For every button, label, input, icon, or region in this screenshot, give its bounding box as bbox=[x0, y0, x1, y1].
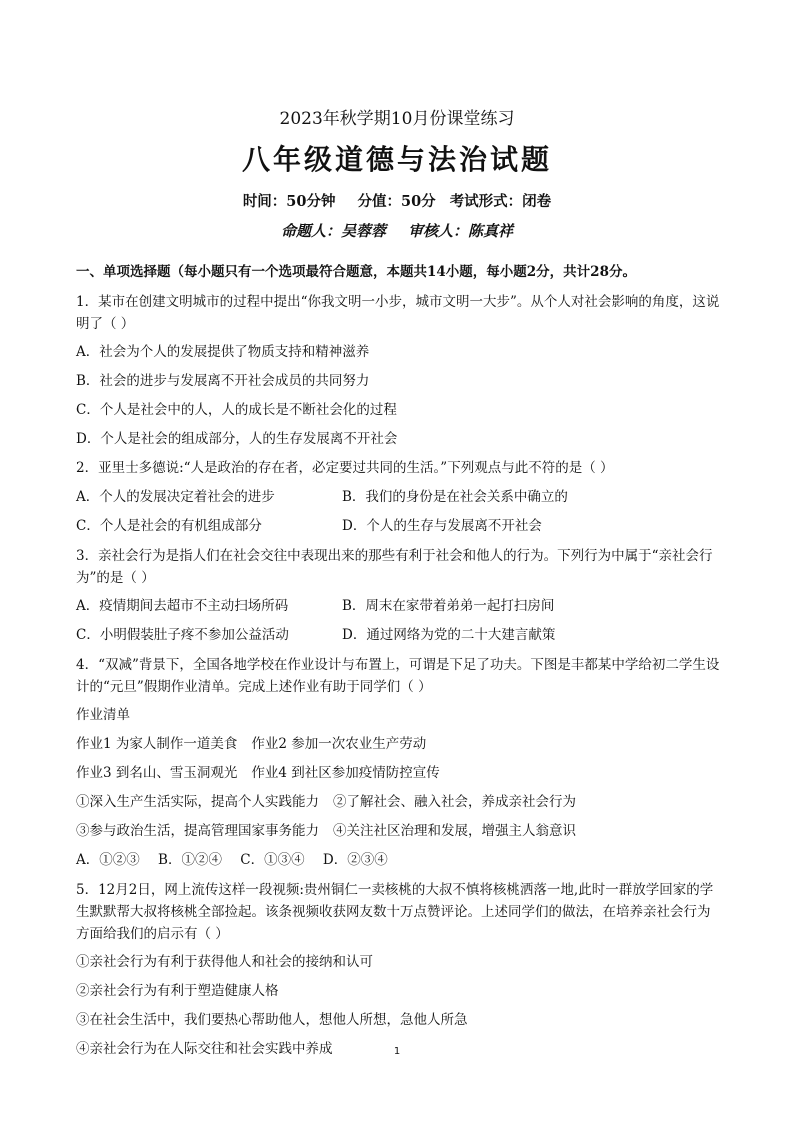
question-4-stem: 4．“双减”背景下，全国各地学校在作业设计与布置上，可谓是下足了功夫。下图是丰都某中学给初二学生设计的“元旦”假期作业清单。完成上述作业有助于同学们（ ） bbox=[76, 657, 720, 695]
question-4-statements-34 bbox=[76, 817, 721, 846]
question-3-options-ab bbox=[76, 592, 721, 621]
question-5-statement-2: ②亲社会行为有利于塑造健康人格 bbox=[76, 983, 279, 999]
question-2-option-a: A．个人的发展决定着社会的进步 bbox=[76, 489, 275, 505]
question-4-option-d: D．②③④ bbox=[322, 852, 388, 868]
section-heading: 一、单项选择题（每小题只有一个选项最符合题意，本题共14小题，每小题2分，共计28分。 bbox=[76, 264, 636, 280]
question-4-option-a: A．①②③ bbox=[76, 852, 140, 868]
question-2-stem: 2．亚里士多德说:“人是政治的存在者，必定要过共同的生活。”下列观点与此不符的是（ ） bbox=[76, 460, 614, 476]
question-1-option-a: A．社会为个人的发展提供了物质支持和精神滋养 bbox=[76, 344, 370, 360]
question-3-option-b: B．周末在家带着弟弟一起打扫房间 bbox=[342, 598, 555, 614]
exam-authors bbox=[0, 220, 794, 241]
question-3-option-d: D．通过网络为党的二十大建言献策 bbox=[342, 627, 556, 643]
question-4-statement-3: ③参与政治生活，提高管理国家事务能力 bbox=[76, 823, 319, 839]
page-number: 1 bbox=[393, 1046, 401, 1057]
question-3-options-cd bbox=[76, 621, 721, 650]
question-4-statement-4: ④关注社区治理和发展，增强主人翁意识 bbox=[333, 823, 576, 839]
question-5-statement-1: ①亲社会行为有利于获得他人和社会的接纳和认可 bbox=[76, 954, 373, 970]
question-3-option-a: A．疫情期间去超市不主动扫场所码 bbox=[76, 598, 289, 614]
exam-setter: 命题人：吴蓉蓉 bbox=[280, 222, 386, 240]
question-4-statement-2: ②了解社会、融入社会，养成亲社会行为 bbox=[333, 794, 576, 810]
question-1-option-d: D．个人是社会的组成部分，人的生存发展离不开社会 bbox=[76, 431, 398, 447]
exam-form: 考试形式：闭卷 bbox=[449, 193, 552, 210]
question-4-option-c: C．①③④ bbox=[240, 852, 305, 868]
question-2-option-c: C．个人是社会的有机组成部分 bbox=[76, 518, 262, 534]
question-1-option-c: C．个人是社会中的人，人的成长是不断社会化的过程 bbox=[76, 402, 397, 418]
question-5-statement-4: ④亲社会行为在人际交往和社会实践中养成 bbox=[76, 1041, 333, 1057]
question-3-option-c: C．小明假装肚子疼不参加公益活动 bbox=[76, 627, 289, 643]
question-2-options-cd bbox=[76, 512, 721, 541]
homework-row-2 bbox=[76, 759, 721, 788]
question-4-option-b: B．①②④ bbox=[158, 852, 222, 868]
homework-1: 作业1 为家人制作一道美食 bbox=[76, 736, 238, 752]
homework-2: 作业2 参加一次农业生产劳动 bbox=[251, 736, 427, 752]
question-3-stem: 3．亲社会行为是指人们在社会交往中表现出来的那些有利于社会和他人的行为。下列行为中属于“亲社会行为”的是（ ） bbox=[76, 548, 713, 586]
question-4-options bbox=[76, 846, 721, 875]
exam-reviewer: 审核人：陈真祥 bbox=[408, 222, 514, 240]
question-2-options-ab bbox=[76, 483, 721, 512]
question-1-option-b: B．社会的进步与发展离不开社会成员的共同努力 bbox=[76, 373, 370, 389]
exam-title: 八年级道德与法治试题 bbox=[241, 143, 552, 176]
exam-time: 时间：50分钟 bbox=[242, 193, 336, 210]
question-4-statement-1: ①深入生产生活实际，提高个人实践能力 bbox=[76, 794, 319, 810]
question-1-stem: 1．某市在创建文明城市的过程中提出“你我文明一小步，城市文明一大步”。从个人对社会影响的角度，这说明了（ ） bbox=[76, 294, 720, 332]
exam-term: 2023年秋学期10月份课堂练习 bbox=[279, 109, 515, 129]
homework-row-1 bbox=[76, 730, 721, 759]
question-2-option-b: B．我们的身份是在社会关系中确立的 bbox=[342, 489, 568, 505]
question-4-statements-12 bbox=[76, 788, 721, 817]
homework-4: 作业4 到社区参加疫情防控宣传 bbox=[251, 765, 440, 781]
exam-info bbox=[0, 190, 794, 211]
question-5-statement-3: ③在社会生活中，我们要热心帮助他人，想他人所想，急他人所急 bbox=[76, 1012, 468, 1028]
homework-list-title: 作业清单 bbox=[76, 707, 130, 723]
exam-body bbox=[76, 258, 721, 1064]
question-5-stem: 5．12月2日，网上流传这样一段视频:贵州铜仁一卖核桃的大叔不慎将核桃洒落一地,此时一群放学回家的学生默默帮大叔将核桃全部捡起。该条视频收获网友数十万点赞评论。上述同学们的做法，在培养亲社会行为方面给我们的启示有（ ） bbox=[76, 882, 714, 942]
exam-score: 分值：50分 bbox=[357, 193, 436, 210]
homework-3: 作业3 到名山、雪玉洞观光 bbox=[76, 765, 238, 781]
question-2-option-d: D．个人的生存与发展离不开社会 bbox=[342, 518, 542, 534]
